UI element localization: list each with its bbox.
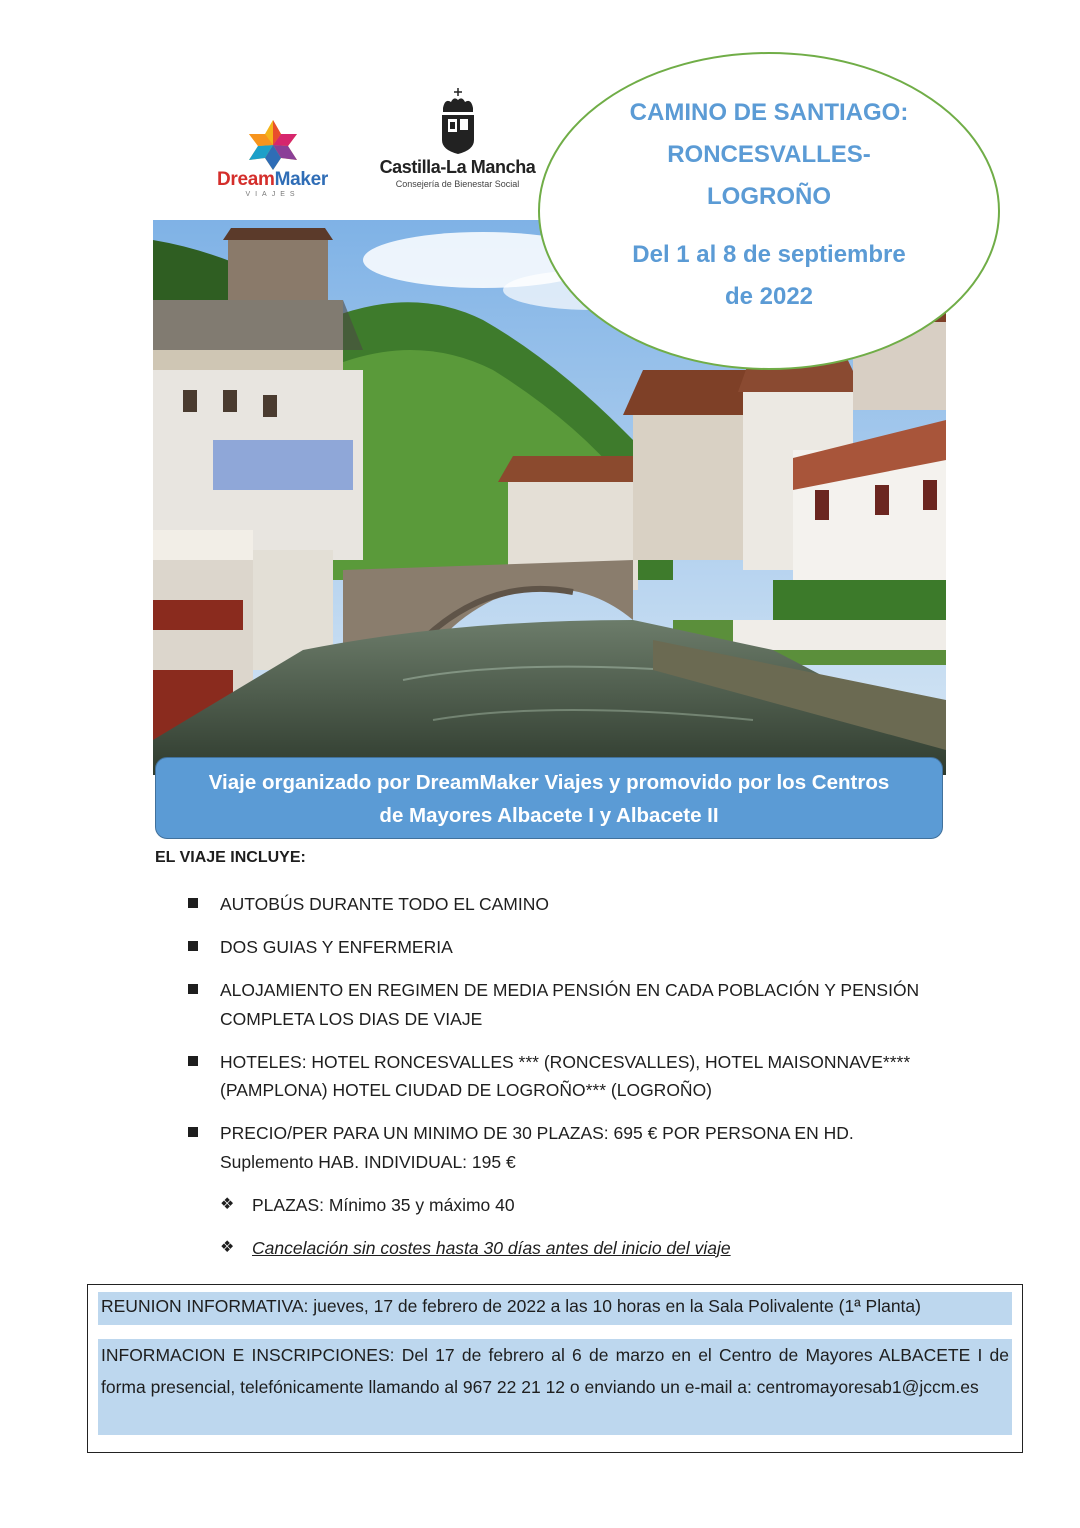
list-item: ALOJAMIENTO EN REGIMEN DE MEDIA PENSIÓN EN CADA POBLACIÓN Y PENSIÓN COMPLETA LOS DIAS DE VIAJE	[188, 976, 948, 1033]
title-line-1: CAMINO DE SANTIAGO:	[629, 99, 909, 126]
crown-shield-icon	[437, 88, 479, 154]
dreammaker-logo	[200, 118, 345, 208]
diamond-bullet-icon: ❖	[220, 1196, 235, 1213]
dreammaker-sub: VIAJES	[245, 191, 300, 198]
date-line-2: de 2022	[724, 283, 814, 310]
list-item: AUTOBÚS DURANTE TODO EL CAMINO	[188, 890, 948, 919]
list-item: HOTELES: HOTEL RONCESVALLES *** (RONCESVALLES), HOTEL MAISONNAVE**** (PAMPLONA) HOTEL CIUDAD DE LOGROÑO*** (LOGROÑO)	[188, 1048, 948, 1105]
square-bullet-icon	[188, 984, 198, 994]
includes-heading: EL VIAJE INCLUYE:	[155, 849, 306, 866]
title-block	[556, 92, 982, 318]
title-line-2: RONCESVALLES-	[667, 141, 871, 168]
meeting-info: REUNION INFORMATIVA: jueves, 17 de febrero de 2022 a las 10 horas en la Sala Polivalente (1ª Planta)	[98, 1292, 1012, 1325]
title-line-3: LOGROÑO	[707, 183, 831, 210]
registration-info: INFORMACION E INSCRIPCIONES: Del 17 de febrero al 6 de marzo en el Centro de Mayores ALBACETE I de forma presencial, telefónicamente llamando al 967 22 21 12 o enviando un e-mail a: centromayoresab1@jccm.es	[98, 1339, 1012, 1435]
sub-list	[220, 1191, 940, 1277]
includes-list	[188, 890, 948, 1191]
diamond-bullet-icon: ❖	[220, 1239, 235, 1256]
list-item: PRECIO/PER PARA UN MINIMO DE 30 PLAZAS: 695 € POR PERSONA EN HD. Suplemento HAB. INDIVIDUAL: 195 €	[188, 1119, 948, 1176]
organizer-banner	[155, 757, 943, 839]
square-bullet-icon	[188, 898, 198, 908]
date-line-1: Del 1 al 8 de septiembre	[632, 241, 906, 268]
square-bullet-icon	[188, 1056, 198, 1066]
dreammaker-name: DreamMaker	[216, 169, 329, 190]
square-bullet-icon	[188, 941, 198, 951]
list-item: DOS GUIAS Y ENFERMERIA	[188, 933, 948, 962]
sub-list-item: ❖ PLAZAS: Mínimo 35 y máximo 40	[220, 1191, 940, 1219]
square-bullet-icon	[188, 1127, 198, 1137]
castilla-sub: Consejería de Bienestar Social	[395, 179, 520, 189]
sub-list-item-cancellation: ❖ Cancelación sin costes hasta 30 días antes del inicio del viaje	[220, 1234, 940, 1262]
castilla-name: Castilla-La Mancha	[379, 157, 536, 177]
banner-line-1: Viaje organizado por DreamMaker Viajes y promovido por los Centros	[208, 771, 890, 794]
banner-line-2: de Mayores Albacete I y Albacete II	[379, 804, 719, 827]
castilla-la-mancha-logo	[375, 88, 540, 208]
dreammaker-star-icon	[242, 118, 304, 170]
